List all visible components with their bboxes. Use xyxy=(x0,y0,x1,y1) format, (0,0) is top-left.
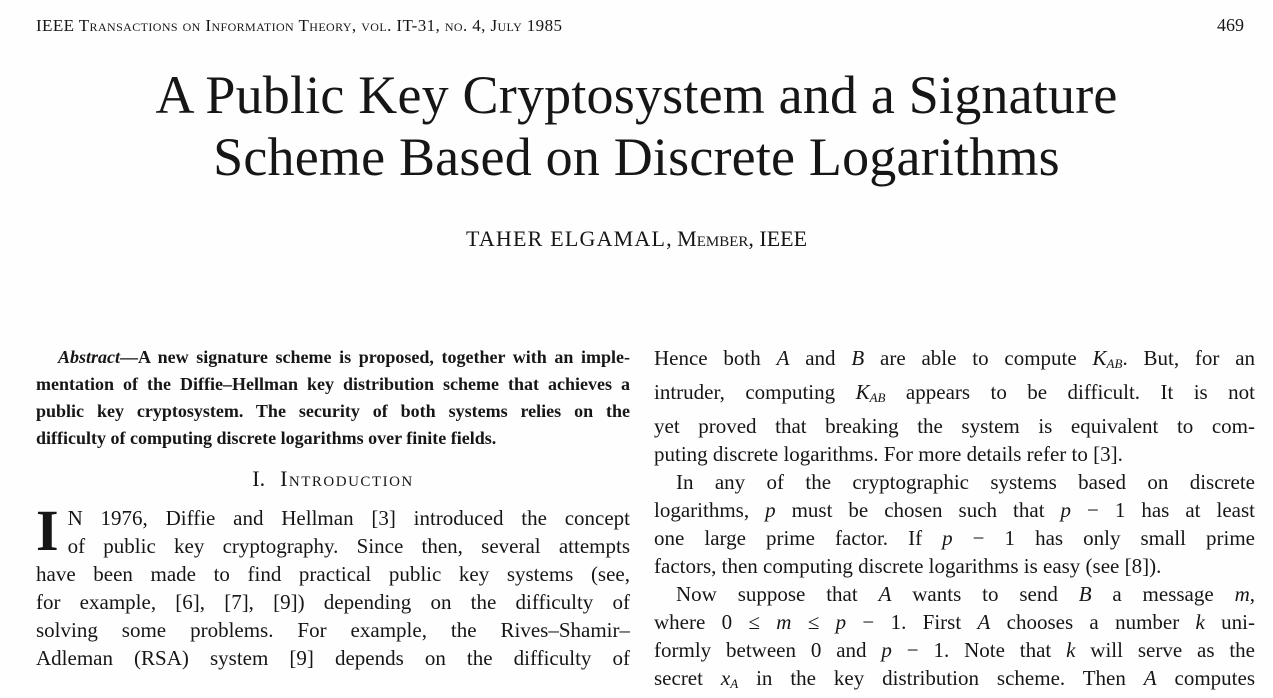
math-variable: K xyxy=(855,379,870,404)
text-line xyxy=(654,378,1255,412)
author-line xyxy=(0,226,1273,252)
journal-title: IEEE Transactions on Information Theory, vol. IT-31, no. 4, July 1985 xyxy=(36,16,563,35)
math-subscript: A xyxy=(730,675,739,691)
text-line xyxy=(654,552,1255,580)
paragraph xyxy=(654,344,1255,468)
text-run: computes xyxy=(1156,665,1255,690)
text-run: solving some problems. For example, the Rives–Shamir– xyxy=(36,618,630,642)
math-variable: B xyxy=(851,346,865,370)
text-line xyxy=(654,344,1255,378)
text-run: where 0 ≤ xyxy=(654,609,777,634)
text-run: secret xyxy=(654,665,721,690)
text-run: factors, then computing discrete logarithms is easy (see [8]). xyxy=(654,553,1162,578)
section-heading xyxy=(36,466,630,491)
title-line-1: A Public Key Cryptosystem and a Signature xyxy=(155,65,1118,125)
text-line xyxy=(654,412,1255,440)
text-run: must be chosen such that xyxy=(775,497,1061,522)
text-run: Adleman (RSA) system [9] depends on the difficulty of xyxy=(36,646,630,670)
text-run: − 1 has at least xyxy=(1071,497,1255,522)
text-run: public key cryptosystem. The security of both systems relies on the xyxy=(36,401,630,421)
text-run: will serve as the xyxy=(1075,637,1255,662)
text-line xyxy=(654,636,1255,664)
math-variable: x xyxy=(720,665,731,690)
text-run: —A new signature scheme is proposed, together with an imple- xyxy=(120,347,630,367)
section-number: I. xyxy=(252,466,266,491)
dropcap: I xyxy=(36,498,59,563)
two-column-body xyxy=(36,344,1255,698)
text-line xyxy=(654,496,1255,524)
section-title: Introduction xyxy=(280,466,414,491)
math-variable: A xyxy=(977,609,991,634)
text-run: intruder, computing xyxy=(654,379,856,404)
text-line xyxy=(654,524,1255,552)
text-run: uni- xyxy=(1204,609,1255,634)
text-run: puting discrete logarithms. For more details refer to [3]. xyxy=(654,441,1123,466)
paragraph xyxy=(654,468,1255,580)
text-run: , xyxy=(1249,581,1255,606)
text-run: − 1 has only small prime xyxy=(952,525,1255,550)
right-column xyxy=(654,344,1255,698)
text-run: mentation of the Diffie–Hellman key distribution scheme that achieves a xyxy=(36,374,630,394)
text-run: logarithms, xyxy=(654,497,766,522)
text-run: one large prime factor. If xyxy=(654,525,943,550)
text-line xyxy=(654,468,1255,496)
text-line xyxy=(36,560,630,588)
text-run: wants to send xyxy=(891,581,1079,606)
author-affiliation: Member, IEEE xyxy=(677,226,808,251)
math-variable: A xyxy=(1143,665,1157,690)
text-run: a message xyxy=(1091,581,1235,606)
text-run: yet proved that breaking the system is equivalent to com- xyxy=(654,413,1255,438)
math-variable: k xyxy=(1066,637,1076,662)
text-run: have been made to find practical public key systems (see, xyxy=(36,562,630,586)
text-run: are able to compute xyxy=(864,346,1093,370)
abstract xyxy=(36,344,630,452)
math-variable: k xyxy=(1195,609,1205,634)
math-variable: m xyxy=(1234,581,1250,606)
paper-title xyxy=(0,64,1273,188)
text-line xyxy=(36,588,630,616)
text-run: formly between 0 and xyxy=(654,637,882,662)
author-name: TAHER ELGAMAL xyxy=(465,226,667,251)
text-line xyxy=(36,616,630,644)
author-separator: , xyxy=(666,226,678,251)
math-variable: A xyxy=(878,581,892,606)
text-run: difficulty of computing discrete logarithms over finite fields. xyxy=(36,428,497,448)
text-run: for example, [6], [7], [9]) depending on the difficulty of xyxy=(36,590,630,614)
text-run: appears to be difficult. It is not xyxy=(885,379,1255,404)
text-run: N 1976, Diffie and Hellman [3] introduced the concept xyxy=(67,506,630,530)
math-variable: B xyxy=(1078,581,1092,606)
math-variable: p xyxy=(835,609,847,634)
math-subscript: AB xyxy=(869,389,886,405)
text-run: and xyxy=(789,346,852,370)
math-variable: Abstract xyxy=(58,347,121,367)
text-run: Hence both xyxy=(654,346,777,370)
text-line xyxy=(654,608,1255,636)
text-line xyxy=(68,532,630,560)
paragraph xyxy=(36,498,630,672)
text-line xyxy=(36,398,630,425)
text-line xyxy=(36,425,630,452)
text-run: . But, for an xyxy=(1122,346,1255,370)
math-variable: p xyxy=(765,497,776,522)
text-line xyxy=(654,580,1255,608)
paragraph xyxy=(654,580,1255,698)
page-header xyxy=(36,15,1244,36)
math-variable: p xyxy=(881,637,892,662)
text-line xyxy=(36,371,630,398)
text-run: chooses a number xyxy=(990,609,1196,634)
text-run: Now suppose that xyxy=(676,581,879,606)
math-variable: K xyxy=(1092,346,1107,370)
math-variable: p xyxy=(942,525,953,550)
text-line xyxy=(68,504,630,532)
text-line xyxy=(654,664,1255,698)
math-variable: A xyxy=(776,346,790,370)
text-run: − 1. Note that xyxy=(891,637,1067,662)
text-run: ≤ xyxy=(791,609,836,634)
left-column xyxy=(36,344,630,698)
math-variable: p xyxy=(1060,497,1072,522)
text-run: In any of the cryptographic systems based on discrete xyxy=(676,469,1255,494)
text-line xyxy=(36,344,630,371)
text-line xyxy=(654,440,1255,468)
text-run: of public key cryptography. Since then, several attempts xyxy=(67,534,630,558)
math-subscript: AB xyxy=(1106,355,1123,371)
text-run: − 1. First xyxy=(846,609,978,634)
text-line xyxy=(36,644,630,672)
title-line-2: Scheme Based on Discrete Logarithms xyxy=(213,127,1060,187)
page-number: 469 xyxy=(1217,15,1244,35)
math-variable: m xyxy=(776,609,792,634)
text-run: in the key distribution scheme. Then xyxy=(738,665,1144,690)
